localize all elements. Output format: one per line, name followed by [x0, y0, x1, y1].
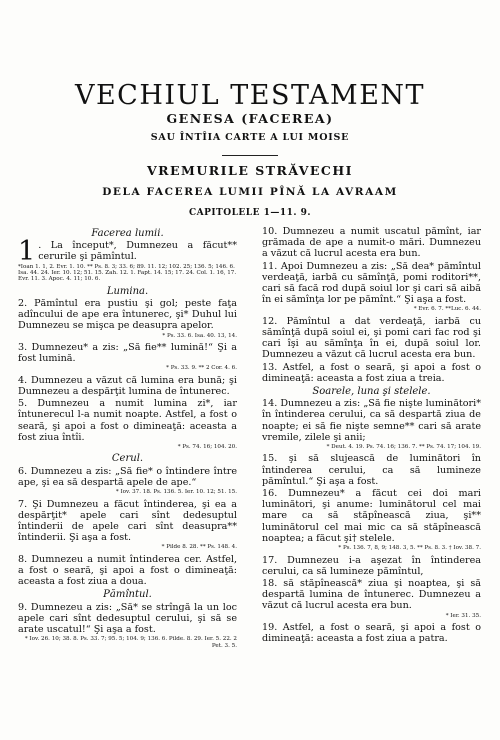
- footnote-5: * Ps. 74. 16; 104. 20.: [177, 444, 237, 451]
- verse-19: 19. Astfel, a fost o seară, şi apoi a fost o dimineaţă: aceasta a fost ziua a patra.: [262, 621, 481, 645]
- verse-5: 5. Dumnezeu a numit lumina zi*, iar întunerecul l-a numit noapte. Astfel, a fost o seară, şi apoi a fost o dimineaţă: aceasta a fost ziua întîi.: [18, 398, 237, 443]
- heading-light: Lumina.: [106, 285, 149, 297]
- verse-18: 18. să stăpînească* ziua şi noaptea, şi să despartă lumina de întunerec. Dumnezeu a văzut că lucrul acesta era bun.: [262, 577, 481, 612]
- heading-creation: Facerea lumii.: [91, 228, 164, 239]
- verse-1-text: . La început*, Dumnezeu a făcut** cerurile şi pămîntul.: [38, 240, 237, 263]
- heading-sky: Cerul.: [111, 453, 144, 465]
- verse-16: 16. Dumnezeu* a făcut cei doi mari luminători, şi anume: luminătorul cel mai mare ca să stăpînească ziua, şi** luminătorul cel mai mic ca să stăpînească noaptea; a făcut şi† stelele.: [262, 488, 481, 544]
- footnote-9: * Iov. 26. 10; 38. 8. Ps. 33. 7; 95. 5; 104. 9; 136. 6. Pilde. 8. 29. Ier. 5. 22. 2 Pet. 3. 5.: [24, 636, 237, 649]
- verse-10: 10. Dumnezeu a numit uscatul pămînt, iar grămada de ape a numit-o mări. Dumnezeu a văzut că lucrul acesta era bun.: [262, 226, 481, 260]
- verse-15: 15. şi să slujească de luminători în întinderea cerului, ca să lumineze pămîntul.“ Şi aşa a fost.: [262, 453, 481, 487]
- footnote-11: * Evr. 6. 7. **Luc. 6. 44.: [413, 306, 481, 313]
- main-title: VECHIUL TESTAMENT: [74, 80, 426, 111]
- verse-8: 8. Dumnezeu a numit întinderea cer. Astfel, a fost o seară, şi apoi a fost o dimineaţă: aceasta a fost ziua a doua.: [18, 553, 237, 588]
- verse-6: 6. Dumnezeu a zis: „Să fie* o întindere între ape, şi ea să despartă apele de ape.“: [18, 465, 237, 488]
- verse-4: 4. Dumnezeu a văzut că lumina era bună; şi Dumnezeu a despărţit lumina de întunerec.: [18, 374, 237, 398]
- verse-17: 17. Dumnezeu i-a aşezat în întinderea cerului, ca să lumineze pămîntul,: [262, 554, 481, 577]
- verse-1: [18, 236, 237, 268]
- section-subtitle: DELA FACEREA LUMII PÎNĂ LA AVRAAM: [102, 186, 398, 198]
- divider-rule: [222, 155, 278, 156]
- book-title: GENESA (FACEREA): [166, 111, 334, 126]
- heading-sun-moon-stars: Soarele, luna şi stelele.: [312, 386, 431, 398]
- verse-12: 12. Pămîntul a dat verdeaţă, iarbă cu sămînţă după soiul ei, şi pomi cari fac rod şi cari îşi au sămînţa în ei, după soiul lor. Dumnezeu a văzut că lucrul acesta era bun.: [262, 315, 481, 361]
- footnote-1: *Ioan 1. 1, 2. Evr. 1. 10. ** Ps. 8. 3; 33. 6; 89. 11. 12; 102. 25; 136. 5; 146. 6. Isa. 44. 24. Ier. 10. 12; 51. 15. Zah. 12. 1. Fapt. 14. 15; 17. 24. Col. 1. 16, 17. Evr. 11. 3. Apoc. 4. 11; 10. 6.: [18, 263, 237, 283]
- verse-3: 3. Dumnezeu* a zis: „Să fie** lumină!“ Şi a fost lumină.: [18, 342, 237, 365]
- verse-9: 9. Dumnezeu a zis: „Să* se strîngă la un loc apele cari sînt dedesuptul cerului, şi să se arate uscatul!“ Şi aşa a fost.: [18, 601, 237, 635]
- footnote-3: * Ps. 33. 9. ** 2 Cor. 4. 6.: [166, 365, 237, 372]
- footnote-6: * Iov. 37. 18. Ps. 136. 5. Ier. 10. 12; 51. 15.: [115, 489, 237, 496]
- left-column: [18, 226, 237, 652]
- footnote-14: * Deut. 4. 19. Ps. 74. 16; 136. 7. ** Ps. 74. 17; 104. 19.: [326, 444, 481, 451]
- chapter-range: CAPITOLELE 1—11. 9.: [188, 208, 312, 218]
- book-subtitle: SAU ÎNTÎIA CARTE A LUI MOISE: [150, 132, 350, 143]
- verse-1-number: 1: [18, 236, 36, 268]
- verse-7: 7. Şi Dumnezeu a făcut întinderea, şi ea a despărţit* apele cari sînt dedesuptul întinderii de apele cari sînt deasupra** întinderii. Şi aşa a fost.: [18, 498, 237, 544]
- verse-2: 2. Pămîntul era pustiu şi gol; peste faţa adîncului de ape era întunerec, şi* Duhul lui Dumnezeu se mişca pe deasupra apelor.: [18, 298, 237, 332]
- footnote-2: * Ps. 33. 6. Isa. 40. 13, 14.: [162, 332, 237, 339]
- heading-earth: Pămîntul.: [103, 589, 152, 601]
- footnote-16: * Ps. 136. 7, 8, 9; 148. 3, 5. ** Ps. 8. 3. † Iov. 38. 7.: [338, 545, 481, 552]
- verse-13: 13. Astfel, a fost o seară, şi apoi a fost o dimineaţă: aceasta a fost ziua a treia.: [262, 361, 481, 384]
- section-title: VREMURILE STRĂVECHI: [146, 163, 354, 178]
- footnote-7: * Pilde 8. 28. ** Ps. 148. 4.: [161, 544, 237, 551]
- footnote-18: * Ier. 31. 35.: [445, 612, 481, 619]
- right-column: [262, 226, 481, 645]
- verse-11: 11. Apoi Dumnezeu a zis: „Să dea* pămîntul verdeaţă, iarbă cu sămînţă, pomi roditori**, cari să facă rod după soiul lor şi cari să aibă în ei sămînţa lor pe pămînt.“ Şi aşa a fost.: [262, 260, 481, 306]
- verse-14: 14. Dumnezeu a zis: „Să fie nişte luminători* în întinderea cerului, ca să despartă ziua de noapte; ei să fie nişte semne** cari să arate vremile, zilele şi anii;: [262, 398, 481, 443]
